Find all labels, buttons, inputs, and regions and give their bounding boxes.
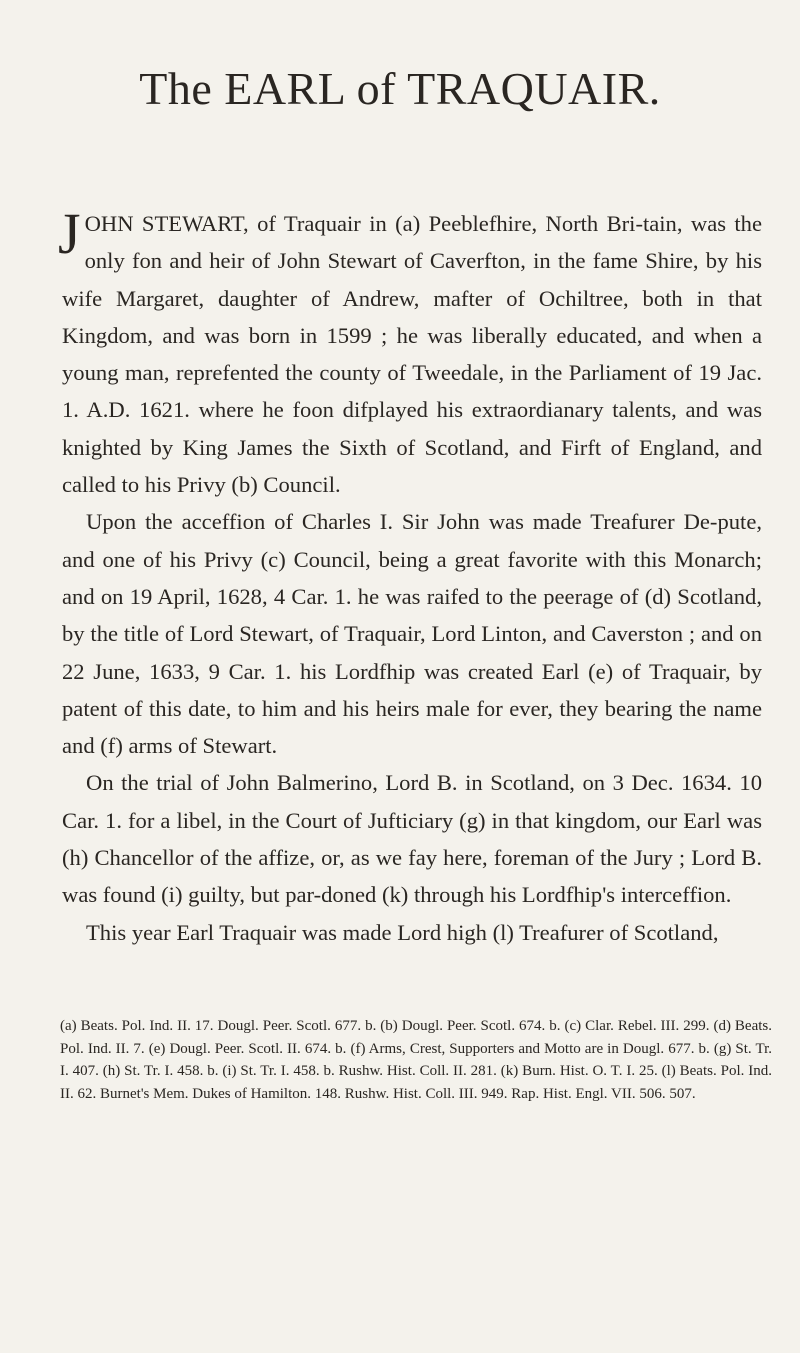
footnotes: (a) Beats. Pol. Ind. II. 17. Dougl. Peer. Scotl. 677. b. (b) Dougl. Peer. Scotl. 674. b. (c) Clar. Rebel. III. 299. (d) Beats. Pol. Ind. II. 7. (e) Dougl. Peer. Scotl. II. 674. b. (f) Arms, Crest, Supporters and Motto are in Dougl. 677. b. (g) St. Tr. I. 407. (h) St. Tr. I. 458. b. (i) St. Tr. I. 458. b. Rushw. Hist. Coll. II. 281. (k) Burn. Hist. O. T. I. 25. (l) Beats. Pol. Ind. II. 62. Burnet's Mem. Dukes of Hamilton. 148. Rushw. Hist. Coll. III. 949. Rap. Hist. Engl. VII. 506. 507. (60, 1018, 772, 1102)
body-text (58, 201, 762, 951)
paragraph-1 (58, 201, 762, 503)
paragraph-4: This year Earl Traquair was made Lord high (l) Treafurer of Scotland, (86, 919, 719, 945)
paragraph-1-text: OHN STEWART, of Traquair in (a) Peeblefhire, North Bri-tain, was the only fon and heir of John Stewart of Caverfton, in the fame Shire, by his wife Margaret, daughter of Andrew, mafter of Ochiltree, both in that Kingdom, and was born in 1599 ; he was liberally educated, and when a young man, reprefented the county of Tweedale, in the Parliament of 19 Jac. 1. A.D. 1621. where he foon difplayed his extraordianary talents, and was knighted by King James the Sixth of Scotland, and Firft of England, and called to his Privy (b) Council. (62, 211, 762, 498)
paragraph-2: Upon the acceffion of Charles I. Sir John was made Treafurer De-pute, and one of his Privy (c) Council, being a great favorite with this Monarch; and on 19 April, 1628, 4 Car. 1. he was raifed to the peerage of (d) Scotland, by the title of Lord Stewart, of Traquair, Lord Linton, and Caverston ; and on 22 June, 1633, 9 Car. 1. his Lordfhip was created Earl (e) of Traquair, by patent of this date, to him and his heirs male for ever, they bearing the name and (f) arms of Stewart. (62, 509, 762, 759)
drop-cap: J (58, 201, 81, 266)
paragraph-3: On the trial of John Balmerino, Lord B. in Scotland, on 3 Dec. 1634. 10 Car. 1. for a libel, in the Court of Jufticiary (g) in that kingdom, our Earl was (h) Chancellor of the affize, or, as we fay here, foreman of the Jury ; Lord B. was found (i) guilty, but par-doned (k) through his Lordfhip's interceffion. (62, 770, 762, 908)
page-title: The EARL of TRAQUAIR. (139, 63, 661, 114)
